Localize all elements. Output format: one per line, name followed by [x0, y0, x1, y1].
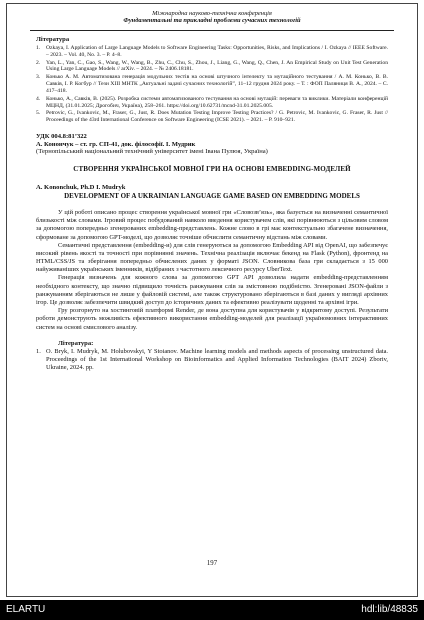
- article-body: [36, 209, 388, 332]
- affiliation: (Тернопільський національний технічний університет імені Івана Пулюя, Україна): [36, 147, 268, 155]
- article-title-en: DEVELOPMENT OF A UKRAINIAN LANGUAGE GAME BASED ON EMBEDDING MODELS: [64, 191, 360, 200]
- literature-text: O. Bryk, I. Mudryk, M. Holubovskyi, Y Stoianov. Machine learning models and methods aspects of processing unstructured data. Proceedings of the 1st International Workshop on Bioinformatics and Applied Information Technologies (BAIT 2024) Zboriv, Ukraine, 2024. pp.: [46, 347, 388, 372]
- article-title-ua: СТВОРЕННЯ УКРАЇНСЬКОЇ МОВНОЇ ГРИ НА ОСНОВІ EMBEDDING-МОДЕЛЕЙ: [73, 164, 351, 173]
- conference-subtitle: Фундаментальні та прикладні проблеми сучасних технологій: [123, 17, 301, 25]
- reference-text: Конько, А., Савків, В. (2025). Розробка системи автоматизованого тестування на основі мутацій: переваги та виклики. Матеріали конференцій МЦНД, (31.01.2025; Дрогобич, Україна), 258–261. https://doi.org/10.62731/mcnd-31.01.2025.005.: [46, 95, 388, 109]
- handle-id: hdl:lib/48835: [361, 604, 418, 615]
- conference-name: Міжнародна науково-технічна конференція: [152, 10, 272, 17]
- page-content: [36, 36, 388, 372]
- reference-number: 4.: [36, 95, 41, 102]
- literature-title: Література:: [58, 339, 94, 347]
- body-paragraph: Гру розгорнуто на хостинговій платформі Render, де вона доступна для користувачів у відкритому доступі. Результати роботи демонструють можливість ефективного використання embedding-моделей для реалізації україномовних інтерактивних систем на основі смислового аналізу.: [36, 307, 388, 331]
- reference-text: Ozkaya, I. Application of Large Language Models to Software Engineering Tasks: Opportunities, Risks, and Implications / I. Ozkaya // IEEE Software. – 2023. – Vol. 40, No. 3. – P. 4–8.: [46, 45, 388, 58]
- reference-item: [36, 74, 388, 94]
- udc-code: УДК 004.8:81’322: [36, 132, 87, 140]
- repository-name: ELARTU: [6, 604, 46, 615]
- reference-number: 1.: [36, 45, 41, 51]
- references-list: [36, 45, 388, 124]
- body-paragraph: У цій роботі описано процес створення української мовної гри «Словозв’язь», яка базується на визначенні семантичної близькості між словами. Ігровий процес побудований навколо введення користувачем слів, які порівнюються з цільовим словом за допомогою попередньо згенерованих embedding-представлень. Кожне слово в грі має контекстуально збагачене визначення, сформоване за допомогою GPT-моделі, що дозволяє точніше обчислити семантичну відстань між словами.: [36, 208, 388, 241]
- reference-item: [36, 45, 388, 59]
- literature-number: 1.: [36, 347, 41, 355]
- body-paragraph: Семантичні представлення (embedding-и) для слів генеруються за допомогою Embedding API від OpenAI, що забезпечує високий рівень якості та точності при порівнянні значень. Технічна реалізація включає бекенд на Flask (Python), фронтенд на HTML/CSS/JS та зберігання попередньо обчислених даних у форматі JSON. Словникова база гри складається з 15 000 найуживаніших українських іменників, відібраних з частотного лексичного ресурсу UberText.: [36, 241, 388, 274]
- reference-text: Конько А. М. Автоматизована генерація модульних тестів на основі штучного інтелекту та мутаційного тестування / А. М. Конько, В. В. Савків, І. Р. Когбур // Тези XIII МНТК „Актуальні задачі сучасних технологій”, 11–12 грудня 2024 року. – Т. : ФОП Паляниця В. А., 2024. – С. 417–418.: [46, 74, 388, 94]
- footer-bar: [0, 600, 424, 620]
- literature-item: [36, 348, 388, 373]
- header-rule: [30, 30, 394, 31]
- reference-number: 2.: [36, 59, 41, 66]
- authors-en: A. Kononchuk, Ph.D I. Mudryk: [36, 183, 126, 191]
- authors-ua: А. Конончук – ст. гр. СП-41, док. філософії. І. Мудрик: [36, 140, 196, 148]
- reference-text: Yan, L., Yan, C., Gao, S., Wang, W., Wang, B., Zhu, C., Chu, S., Zhou, J., Liang, G., Wang, Q., Chen, J. An Empirical Study on Unit Test Generation Using Large Language Models // arXiv. – 2024. – № 2406.18181.: [46, 59, 388, 73]
- page-number: 197: [206, 560, 218, 567]
- reference-item: [36, 110, 388, 124]
- reference-number: 5.: [36, 110, 41, 117]
- reference-item: [36, 96, 388, 110]
- body-paragraph: Генерація визначень для кожного слова за допомогою GPT API дозволила надати embedding-представленням необхідного контексту, що значно підвищило точність ранжування слів за змістовною подібністю. Згенеровані JSON-файли з ранжуванням зберігаються не лише у файловій системі, але також структуровано зберігаються в базі даних у вигляді архівних ігор. Це дозволяє забезпечити швидкий доступ до історичних даних та ефективно реалізувати щоденні та архівні ігри.: [36, 274, 388, 307]
- references-title: Література: [36, 36, 70, 43]
- reference-number: 3.: [36, 74, 41, 81]
- reference-text: Petrovic, G., Ivankovic, M., Fraser, G., Just, R. Does Mutation Testing Improve Testing Practices? / G. Petrovic, M. Ivankovic, G. Fraser, R. Just // Proceedings of the 43rd International Conference on Software Engineering (ICSE 2021). – 2021. – P. 910–921.: [46, 110, 388, 124]
- reference-item: [36, 60, 388, 74]
